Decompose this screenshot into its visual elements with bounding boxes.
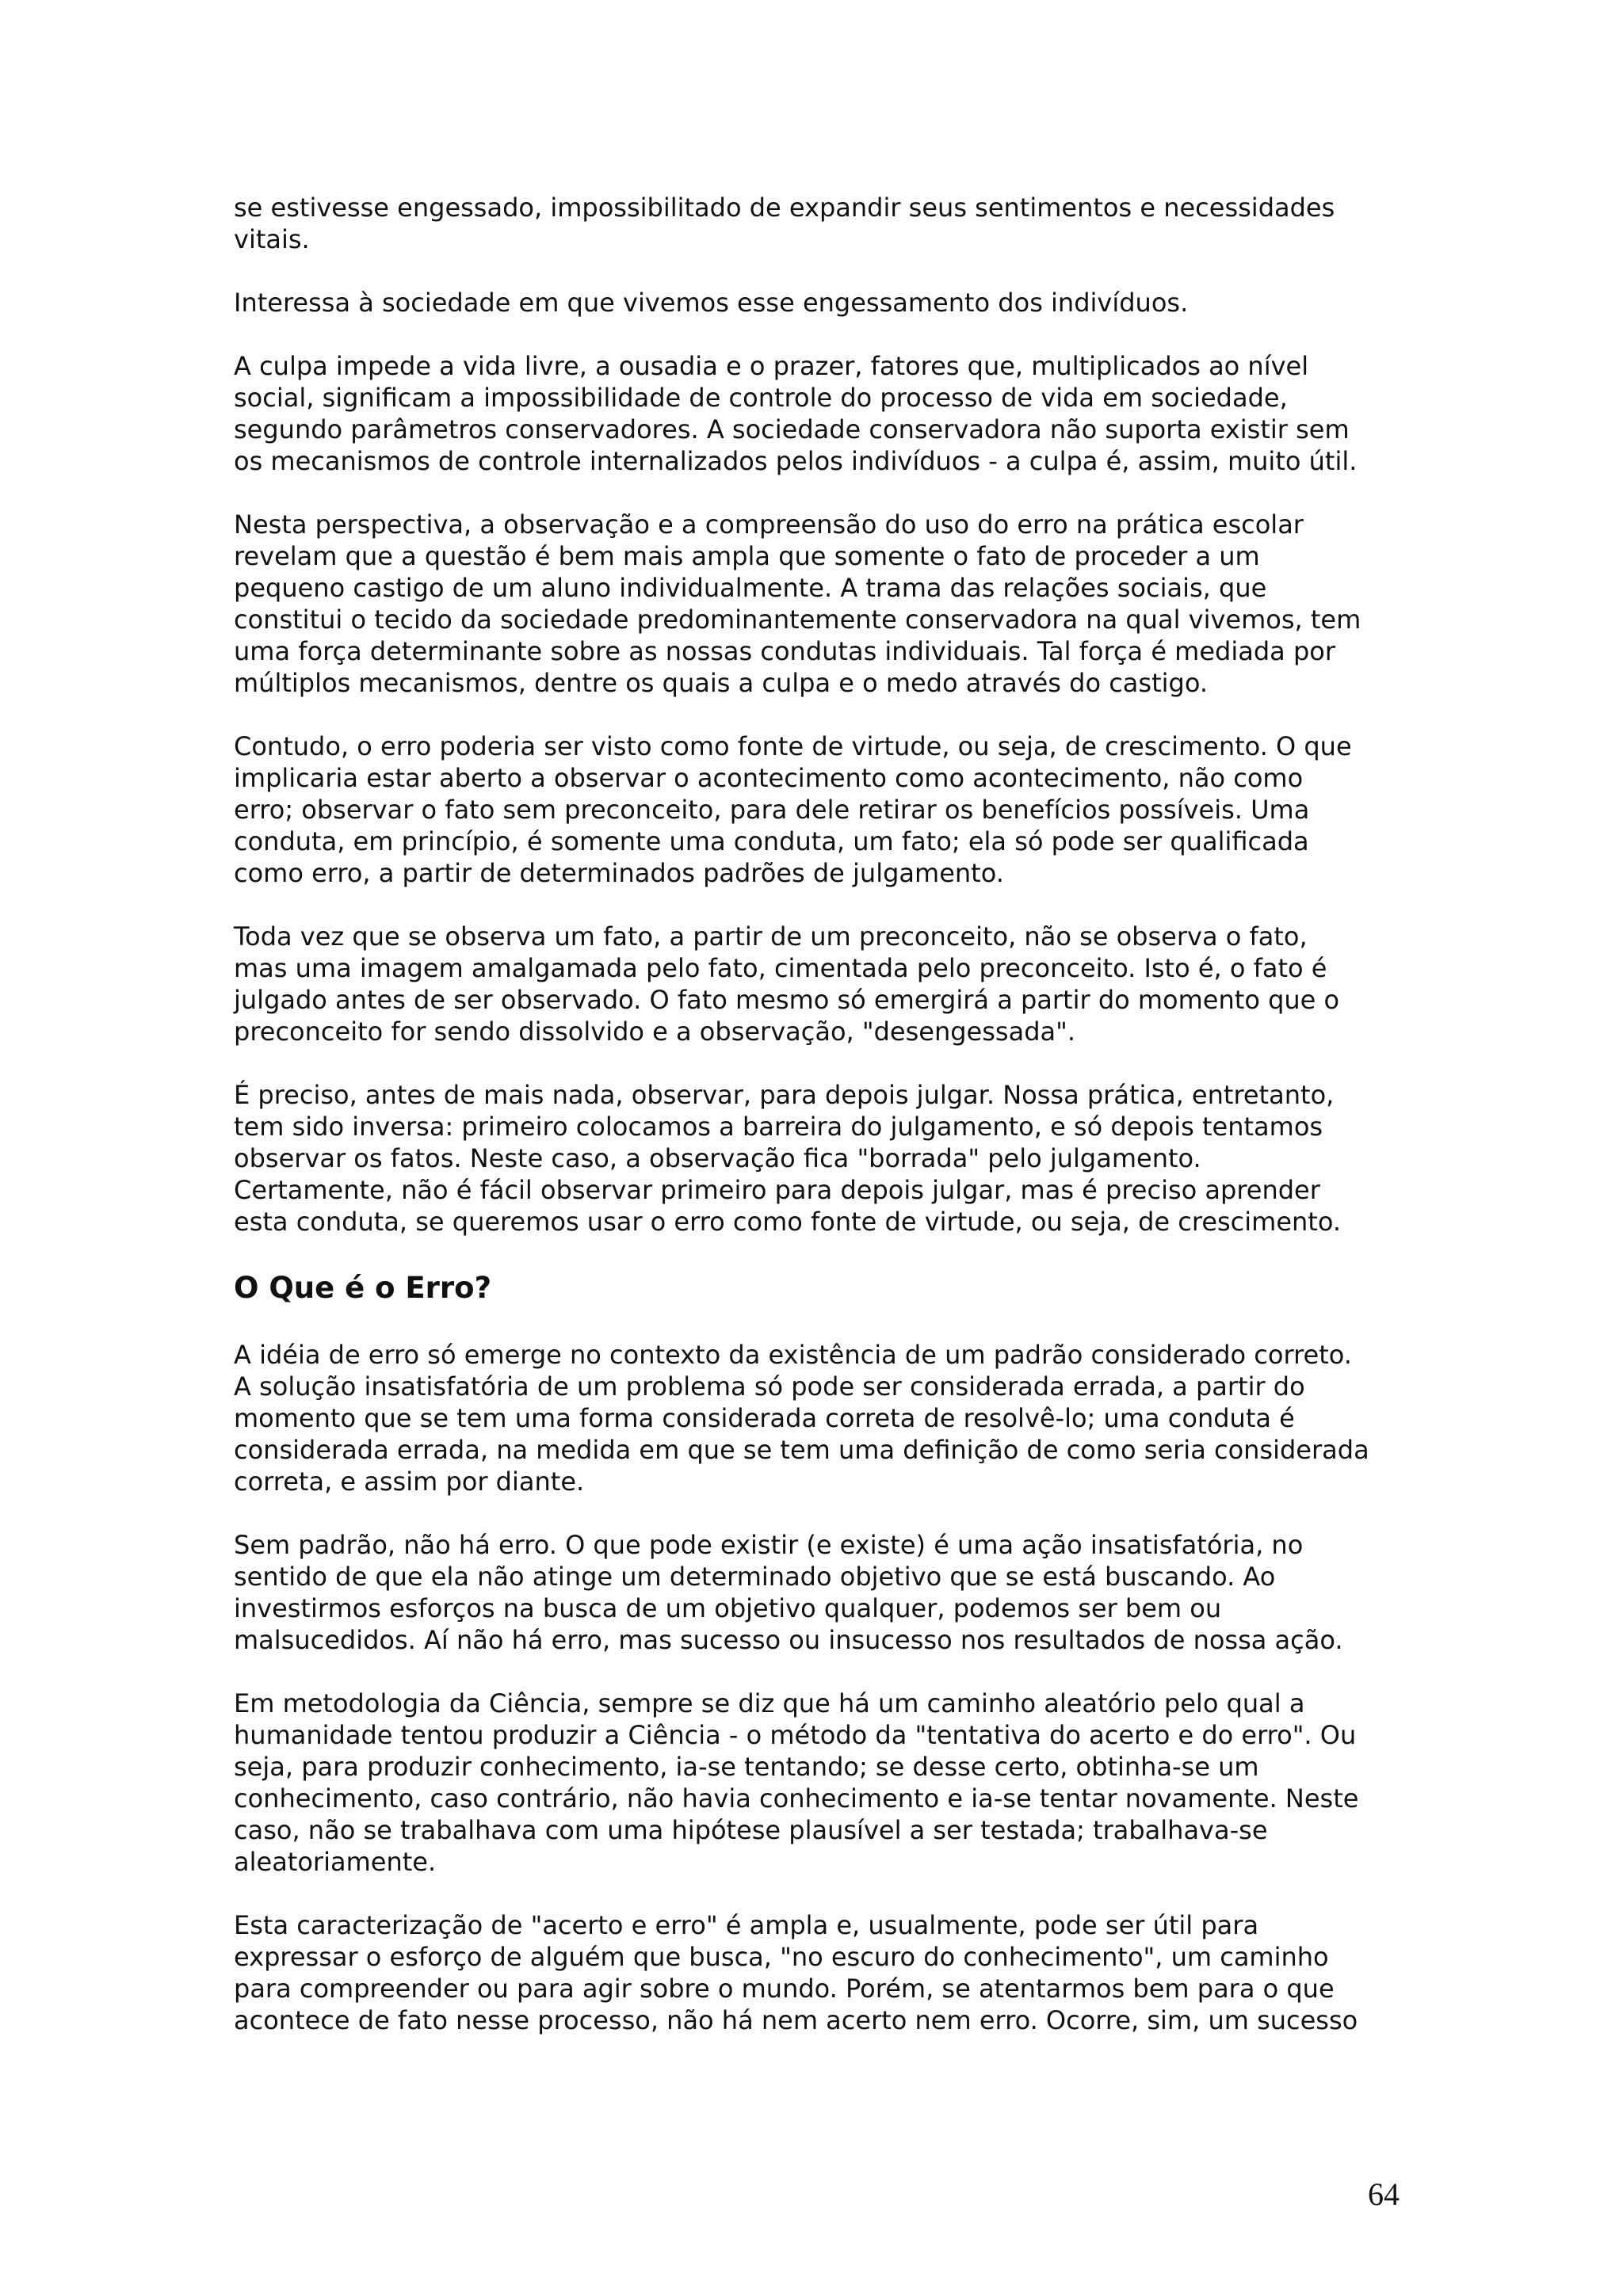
paragraph: É preciso, antes de mais nada, observar, para depois julgar. Nossa prática, entretanto, tem sido inversa: primeiro colocamos a barreira do julgamento, e só depois tentamos observar os fatos. Neste caso, a observação fica "borrada" pelo julgamento. Certamente, não é fácil observar primeiro para depois julgar, mas é preciso aprender esta conduta, se queremos usar o erro como fonte de virtude, ou seja, de crescimento. xyxy=(234,1080,1342,1237)
paragraph: Interessa à sociedade em que vivemos esse engessamento dos indivíduos. xyxy=(234,288,1189,318)
paragraph: A culpa impede a vida livre, a ousadia e o prazer, fatores que, multiplicados ao nível social, significam a impossibilidade de controle do processo de vida em sociedade, segundo parâmetros conservadores. A sociedade conservadora não suporta existir sem os mecanismos de controle internalizados pelos indivíduos - a culpa é, assim, muito útil. xyxy=(234,351,1358,476)
paragraph: Sem padrão, não há erro. O que pode existir (e existe) é uma ação insatisfatória, no sentido de que ela não atinge um determinado objetivo que se está buscando. Ao investirmos esforços na busca de um objetivo qualquer, podemos ser bem ou malsucedidos. Aí não há erro, mas sucesso ou insucesso nos resultados de nossa ação. xyxy=(234,1530,1343,1655)
paragraph: se estivesse engessado, impossibilitado de expandir seus sentimentos e necessidades vitais. xyxy=(234,193,1335,254)
paragraph: Em metodologia da Ciência, sempre se diz que há um caminho aleatório pelo qual a humanidade tentou produzir a Ciência - o método da "tentativa do acerto e do erro". Ou seja, para produzir conhecimento, ia-se tentando; se desse certo, obtinha-se um conhecimento, caso contrário, não havia conhecimento e ia-se tentar novamente. Neste caso, não se trabalhava com uma hipótese plausível a ser testada; trabalhava-se aleatoriamente. xyxy=(234,1688,1359,1877)
page-number: 64 xyxy=(1368,2176,1400,2212)
paragraph: Nesta perspectiva, a observação e a compreensão do uso do erro na prática escolar revelam que a questão é bem mais ampla que somente o fato de proceder a um pequeno castigo de um aluno individualmente. A trama das relações sociais, que constitui o tecido da sociedade predominantemente conservadora na qual vivemos, tem uma força determinante sobre as nossas condutas individuais. Tal força é mediada por múltiplos mecanismos, dentre os quais a culpa e o medo através do castigo. xyxy=(234,509,1361,698)
paragraph: Contudo, o erro poderia ser visto como fonte de virtude, ou seja, de crescimento. O que implicaria estar aberto a observar o acontecimento como acontecimento, não como erro; observar o fato sem preconceito, para dele retirar os benefícios possíveis. Uma conduta, em princípio, é somente uma conduta, um fato; ela só pode ser qualificada como erro, a partir de determinados padrões de julgamento. xyxy=(234,731,1352,888)
section-heading: O Que é o Erro? xyxy=(234,1271,492,1305)
paragraph: Toda vez que se observa um fato, a partir de um preconceito, não se observa o fato, mas uma imagem amalgamada pelo fato, cimentada pelo preconceito. Isto é, o fato é julgado antes de ser observado. O fato mesmo só emergirá a partir do momento que o preconceito for sendo dissolvido e a observação, "desengessada". xyxy=(234,921,1340,1047)
paragraph: A idéia de erro só emerge no contexto da existência de um padrão considerado correto. A solução insatisfatória de um problema só pode ser considerada errada, a partir do momento que se tem uma forma considerada correta de resolvê-lo; uma conduta é considerada errada, na medida em que se tem uma definição de como seria considerada correta, e assim por diante. xyxy=(234,1340,1369,1497)
page-body xyxy=(234,192,1423,2068)
paragraph: Esta caracterização de "acerto e erro" é ampla e, usualmente, pode ser útil para expressar o esforço de alguém que busca, "no escuro do conhecimento", um caminho para compreender ou para agir sobre o mundo. Porém, se atentarmos bem para o que acontece de fato nesse processo, não há nem acerto nem erro. Ocorre, sim, um sucesso xyxy=(234,1910,1358,2035)
